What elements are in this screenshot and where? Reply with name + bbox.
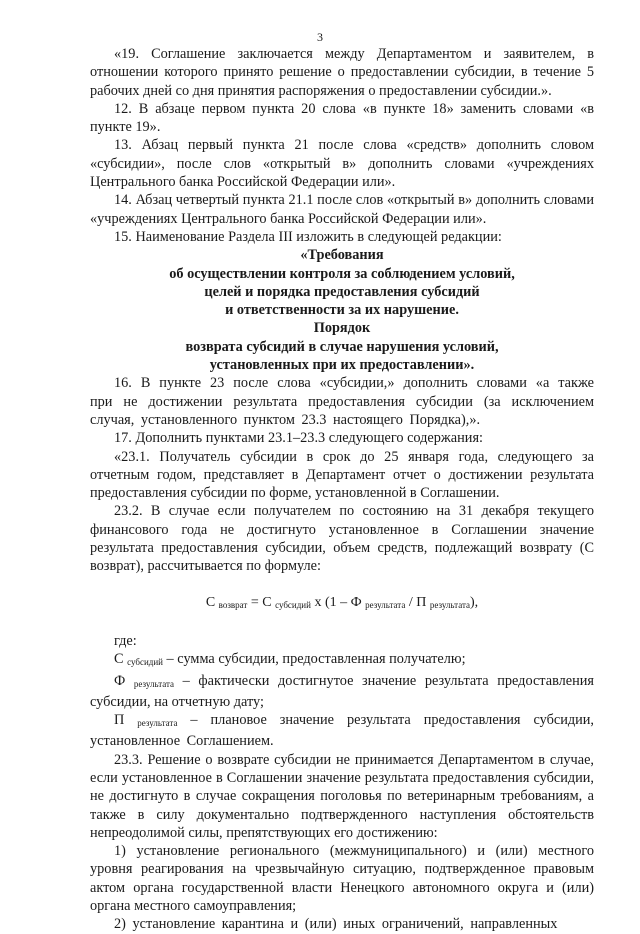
definition-subscript: результата — [133, 678, 175, 689]
definition-planned-result — [90, 711, 594, 751]
document-body — [90, 45, 594, 934]
return-formula — [90, 594, 594, 614]
definition-actual-result — [90, 672, 594, 712]
formula-subscript: возврат — [218, 599, 248, 610]
where-label: где: — [114, 632, 137, 649]
definition-text: – сумма субсидии, предоставленная получателю; — [162, 651, 466, 668]
paragraph-item-17: 17. Дополнить пунктами 23.1–23.3 следующего содержания: — [114, 430, 483, 447]
formula-part: x (1 – Ф — [310, 594, 366, 610]
paragraph-item-14: 14. Абзац четвертый пункта 21.1 после слов «открытый в» дополнить словами «учреждениях Центрального банка Российской Федерации или». — [90, 192, 594, 227]
heading-line: об осуществлении контроля за соблюдением условий, — [169, 265, 515, 282]
heading-line: целей и порядка предоставления субсидий — [204, 283, 480, 300]
paragraph-item-13: 13. Абзац первый пункта 21 после слова «средств» дополнить словом «субсидии», после слов «открытый в» дополнить словами «учреждениях Центрального банка Российской Федерации или». — [90, 137, 594, 191]
paragraph-19-agreement: «19. Соглашение заключается между Департаментом и заявителем, в отношении которого принято решение о предоставлении субсидии, в течение 5 рабочих дней со дня принятия распоряжения о предоставлении субсидии.». — [90, 46, 594, 99]
formula-part: ), — [470, 594, 479, 610]
definition-symbol: Ф — [114, 672, 126, 689]
section-heading — [90, 246, 594, 374]
page-number: 3 — [317, 30, 323, 44]
paragraph-23-1: «23.1. Получатель субсидии в срок до 25 января года, следующего за отчетным годом, представляет в Департамент отчет о достижении результата предоставления субсидии по форме, установленной в Соглашении. — [90, 448, 594, 502]
paragraph-item-12: 12. В абзаце первом пункта 20 слова «в пункте 18» заменить словами «в пункте 19». — [90, 100, 594, 136]
definition-symbol: С — [114, 651, 124, 668]
formula-part: = С — [247, 594, 276, 610]
formula-subscript: результата — [429, 599, 471, 610]
heading-line: «Требования — [300, 247, 384, 264]
definition-subscript: субсидий — [127, 657, 163, 668]
formula-subscript: результата — [365, 599, 406, 610]
heading-line: Порядок — [313, 320, 371, 337]
definition-subsidy — [90, 650, 594, 671]
definition-symbol: П — [114, 712, 125, 729]
paragraph-subitem-1: 1) установление регионального (межмуниципального) и (или) местного уровня реагирования на чрезвычайную ситуацию, подтвержденное правовым актом органа государственной власти Ненецкого автономного округа и (или) органа местного самоуправления; — [90, 843, 594, 915]
formula-subscript: субсидий — [275, 599, 311, 610]
paragraph-23-3: 23.3. Решение о возврате субсидии не принимается Департаментом в случае, если установленное в Соглашении значение результата предоставления субсидии, не достигнуто в случае сокращения поголовья по ветеринарным требованиям, а также в силу документально подтвержденного наступления обстоятельств непреодолимой силы, препятствующих его достижению: — [90, 751, 594, 841]
heading-line: и ответственности за их нарушение. — [225, 302, 459, 319]
heading-line: возврата субсидий в случае нарушения условий, — [185, 338, 499, 355]
paragraph-item-16: 16. В пункте 23 после слова «субсидии,» дополнить словами «а также при не достижении результата предоставления субсидии (за исключением случая, установленного пунктом 23.3 настоящего Порядка),». — [90, 375, 594, 428]
definition-subscript: результата — [137, 718, 178, 729]
definition-text: – фактически достигнутое значение результата предоставления субсидии, на отчетную дату; — [90, 672, 594, 710]
formula-part: С — [205, 594, 216, 610]
paragraph-23-2: 23.2. В случае если получателем по состоянию на 31 декабря текущего финансового года не достигнуто установленное в Соглашении значение результата предоставления субсидии, объем средств, подлежащий возврату (С возврат), рассчитывается по формуле: — [90, 503, 594, 575]
paragraph-item-15: 15. Наименование Раздела III изложить в следующей редакции: — [114, 228, 502, 245]
definition-text: – плановое значение результата предоставления субсидии, установленное Соглашением. — [90, 712, 594, 750]
formula-part: / П — [405, 594, 430, 610]
paragraph-subitem-2: 2) установление карантина и (или) иных ограничений, направленных — [114, 916, 558, 933]
heading-line: установленных при их предоставлении». — [209, 357, 475, 374]
